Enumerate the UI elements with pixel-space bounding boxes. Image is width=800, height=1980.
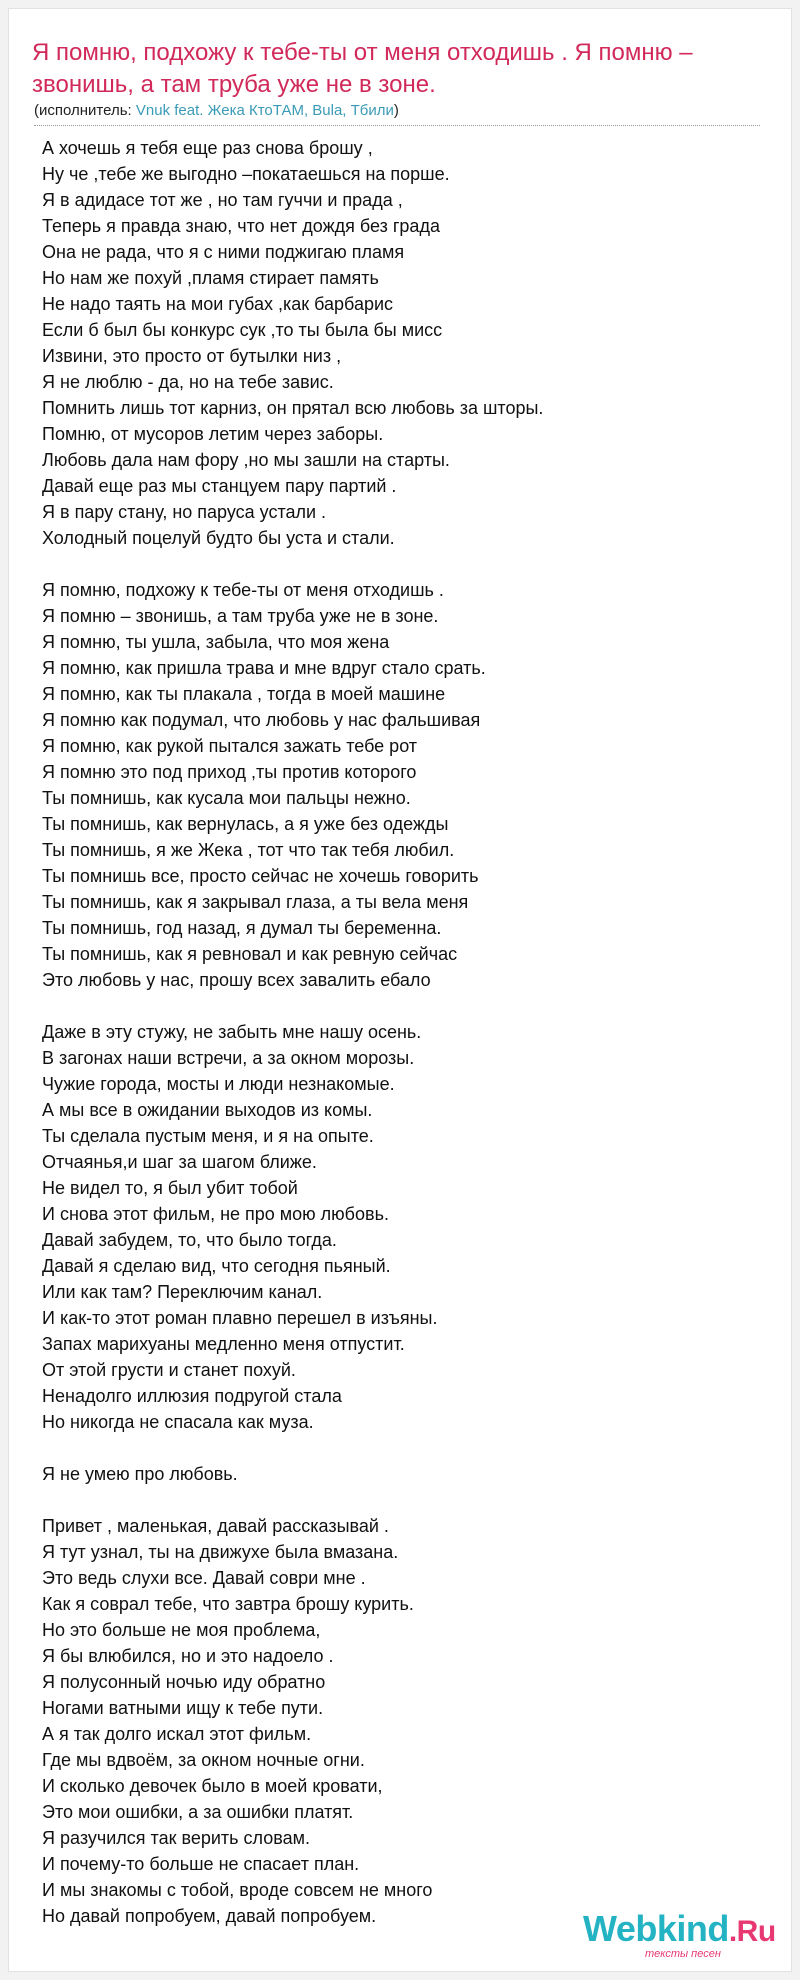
lyric-line: Но давай попробуем, давай попробуем. bbox=[42, 1906, 377, 1926]
webkind-logo[interactable] bbox=[583, 1908, 783, 1968]
lyric-line: Извини, это просто от бутылки низ , bbox=[42, 346, 342, 366]
lyric-line: Теперь я правда знаю, что нет дождя без града bbox=[42, 216, 440, 236]
lyric-line: Я в пару стану, но паруса устали . bbox=[42, 502, 327, 522]
lyric-line: Я не умею про любовь. bbox=[42, 1464, 238, 1484]
performer-prefix: (исполнитель: bbox=[34, 102, 136, 119]
lyric-line: Привет , маленькая, давай рассказывай . bbox=[42, 1516, 389, 1536]
lyric-line: И снова этот фильм, не про мою любовь. bbox=[42, 1204, 389, 1224]
lyric-line: Я тут узнал, ты на движухе была вмазана. bbox=[42, 1542, 399, 1562]
lyric-line: Это ведь слухи все. Давай соври мне . bbox=[42, 1568, 366, 1588]
lyric-line: Ты сделала пустым меня, и я на опыте. bbox=[42, 1126, 374, 1146]
lyric-line: Помнить лишь тот карниз, он прятал всю любовь за шторы. bbox=[42, 398, 544, 418]
lyric-line: Любовь дала нам фору ,но мы зашли на старты. bbox=[42, 450, 450, 470]
lyric-line: Но нам же похуй ,пламя стирает память bbox=[42, 268, 379, 288]
lyric-line: Ненадолго иллюзия подругой стала bbox=[42, 1386, 342, 1406]
lyric-line: Ты помнишь, как вернулась, а я уже без одежды bbox=[42, 814, 449, 834]
lyrics-stanza bbox=[42, 135, 762, 551]
lyric-line: Холодный поцелуй будто бы уста и стали. bbox=[42, 528, 395, 548]
lyric-line: Ты помнишь, я же Жека , тот что так тебя любил. bbox=[42, 840, 455, 860]
logo-wordmark bbox=[583, 1908, 776, 1950]
lyrics-stanza bbox=[42, 1513, 762, 1929]
lyric-line: Если б был бы конкурс сук ,то ты была бы мисс bbox=[42, 320, 443, 340]
lyric-line: От этой грусти и станет похуй. bbox=[42, 1360, 296, 1380]
lyric-line: Ну че ,тебе же выгодно –покатаешься на порше. bbox=[42, 164, 450, 184]
lyric-line: Я бы влюбился, но и это надоело . bbox=[42, 1646, 334, 1666]
lyric-line: Я помню, как пришла трава и мне вдруг стало срать. bbox=[42, 658, 486, 678]
lyric-line: Я помню, как ты плакала , тогда в моей машине bbox=[42, 684, 446, 704]
lyric-line: Я не люблю - да, но на тебе завис. bbox=[42, 372, 334, 392]
lyric-line: И сколько девочек было в моей кровати, bbox=[42, 1776, 383, 1796]
lyric-line: А хочешь я тебя еще раз снова брошу , bbox=[42, 138, 373, 158]
logo-suffix: .Ru bbox=[728, 1915, 776, 1948]
logo-tagline: тексты песен bbox=[645, 1948, 721, 1960]
lyric-line: А мы все в ожидании выходов из комы. bbox=[42, 1100, 373, 1120]
lyric-line: Я помню, подхожу к тебе-ты от меня отходишь . bbox=[42, 580, 444, 600]
lyric-line: Я помню, как рукой пытался зажать тебе рот bbox=[42, 736, 418, 756]
lyric-line: Помню, от мусоров летим через заборы. bbox=[42, 424, 384, 444]
performer-line bbox=[34, 101, 754, 121]
lyric-line: Ты помнишь, как я закрывал глаза, а ты вела меня bbox=[42, 892, 469, 912]
lyrics-stanza bbox=[42, 1461, 762, 1487]
lyric-line: Где мы вдвоём, за окном ночные огни. bbox=[42, 1750, 365, 1770]
lyric-line: Я помню, ты ушла, забыла, что моя жена bbox=[42, 632, 390, 652]
lyric-line: Ты помнишь, как я ревновал и как ревную сейчас bbox=[42, 944, 458, 964]
lyric-line: Это любовь у нас, прошу всех завалить ебало bbox=[42, 970, 431, 990]
lyric-line: Ты помнишь все, просто сейчас не хочешь говорить bbox=[42, 866, 479, 886]
lyric-line: Запах марихуаны медленно меня отпустит. bbox=[42, 1334, 405, 1354]
lyric-line: Но никогда не спасала как муза. bbox=[42, 1412, 314, 1432]
title-divider bbox=[34, 125, 760, 126]
lyrics-stanza bbox=[42, 1019, 762, 1435]
lyric-line: Чужие города, мосты и люди незнакомые. bbox=[42, 1074, 395, 1094]
lyric-line: Я разучился так верить словам. bbox=[42, 1828, 311, 1848]
lyric-line: В загонах наши встречи, а за окном морозы. bbox=[42, 1048, 415, 1068]
lyric-line: Я помню это под приход ,ты против которого bbox=[42, 762, 417, 782]
lyric-line: И мы знакомы с тобой, вроде совсем не много bbox=[42, 1880, 433, 1900]
lyric-line: Не видел то, я был убит тобой bbox=[42, 1178, 298, 1198]
lyric-line: Она не рада, что я с ними поджигаю пламя bbox=[42, 242, 405, 262]
lyrics-body bbox=[42, 135, 762, 1955]
lyric-line: Даже в эту стужу, не забыть мне нашу осень. bbox=[42, 1022, 422, 1042]
lyric-line: Я в адидасе тот же , но там гуччи и прада , bbox=[42, 190, 403, 210]
lyric-line: Но это больше не моя проблема, bbox=[42, 1620, 321, 1640]
lyric-line: Или как там? Переключим канал. bbox=[42, 1282, 323, 1302]
lyric-line: Ты помнишь, год назад, я думал ты беременна. bbox=[42, 918, 442, 938]
lyric-line: Я помню как подумал, что любовь у нас фальшивая bbox=[42, 710, 481, 730]
lyric-line: Я полусонный ночью иду обратно bbox=[42, 1672, 326, 1692]
lyric-line: И почему-то больше не спасает план. bbox=[42, 1854, 360, 1874]
lyric-line: Это мои ошибки, а за ошибки платят. bbox=[42, 1802, 354, 1822]
performer-artists-link[interactable]: Vnuk feat. Жека КтоТАМ, Bula, Тбили bbox=[135, 102, 394, 119]
lyric-line: Давай еще раз мы станцуем пару партий . bbox=[42, 476, 397, 496]
lyric-line: Как я соврал тебе, что завтра брошу курить. bbox=[42, 1594, 414, 1614]
lyric-line: Отчаянья,и шаг за шагом ближе. bbox=[42, 1152, 317, 1172]
performer-suffix: ) bbox=[393, 102, 399, 119]
lyric-line: Не надо таять на мои губах ,как барбарис bbox=[42, 294, 394, 314]
lyric-line: А я так долго искал этот фильм. bbox=[42, 1724, 312, 1744]
lyrics-stanza bbox=[42, 577, 762, 993]
logo-name: Webkind bbox=[583, 1908, 729, 1949]
lyric-line: Я помню – звонишь, а там труба уже не в зоне. bbox=[42, 606, 439, 626]
lyric-line: И как-то этот роман плавно перешел в изъяны. bbox=[42, 1308, 438, 1328]
lyric-line: Ногами ватными ищу к тебе пути. bbox=[42, 1698, 324, 1718]
lyric-line: Давай я сделаю вид, что сегодня пьяный. bbox=[42, 1256, 391, 1276]
lyric-line: Давай забудем, то, что было тогда. bbox=[42, 1230, 337, 1250]
page-title: Я помню, подхожу к тебе-ты от меня отходишь . Я помню – звонишь, а там труба уже не в зоне. bbox=[32, 39, 693, 98]
lyric-line: Ты помнишь, как кусала мои пальцы нежно. bbox=[42, 788, 411, 808]
